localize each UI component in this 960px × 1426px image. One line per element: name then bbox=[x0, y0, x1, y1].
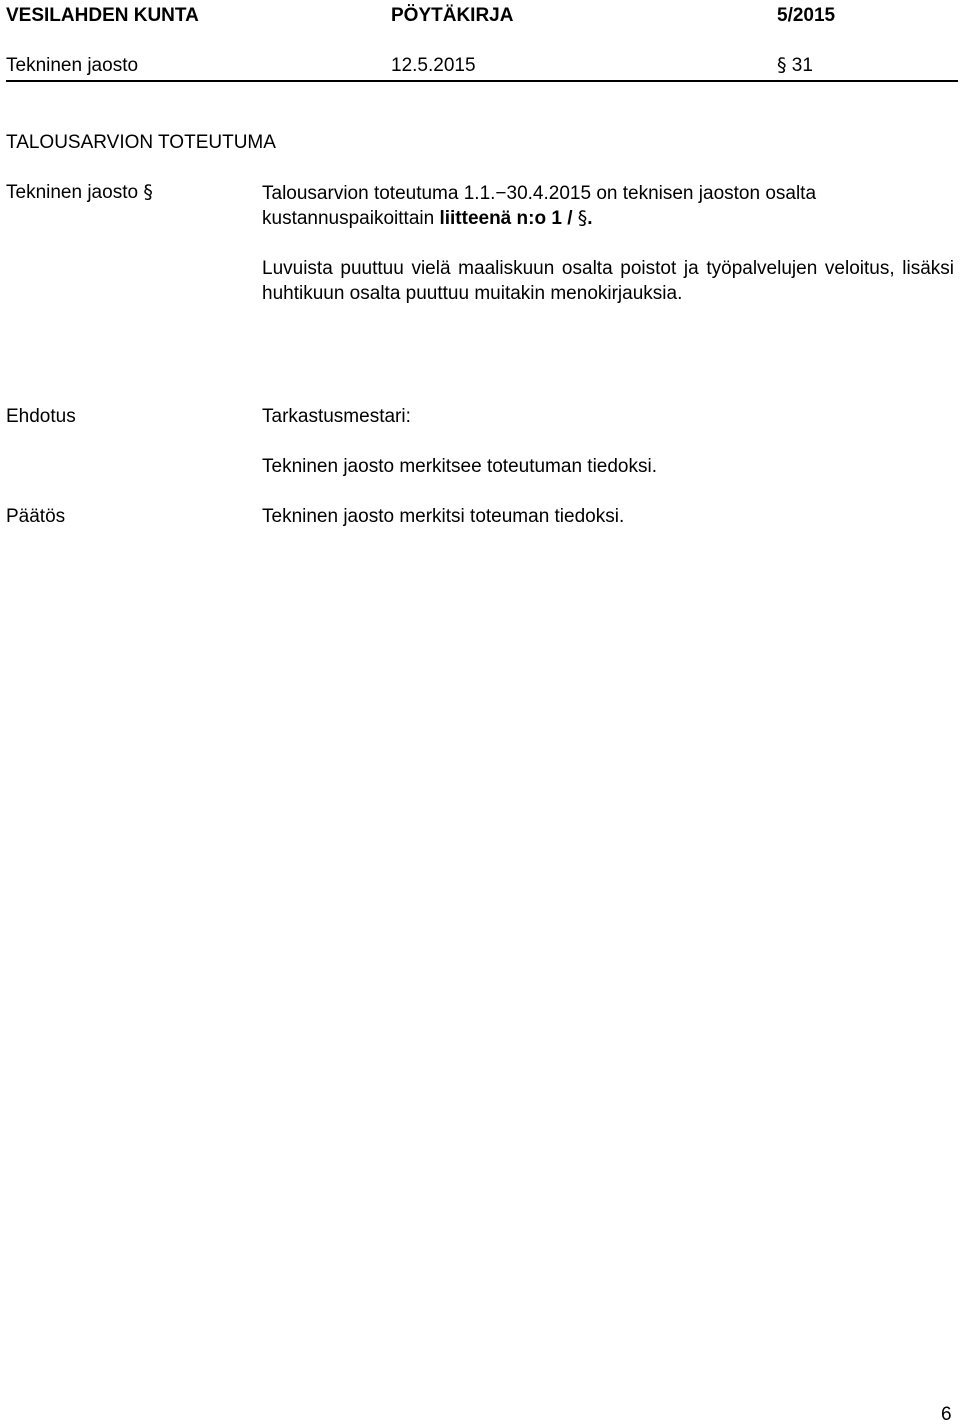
item-paragraph-1 bbox=[262, 181, 954, 231]
header-divider bbox=[6, 80, 958, 82]
organization-name: VESILAHDEN KUNTA bbox=[6, 5, 199, 26]
attachment-section-symbol-icon: § bbox=[577, 207, 588, 229]
preparer-section-symbol-icon: § bbox=[143, 181, 153, 203]
section-reference bbox=[777, 55, 813, 77]
preparer-label bbox=[6, 182, 153, 204]
section-number: 31 bbox=[791, 55, 813, 76]
document-type: PÖYTÄKIRJA bbox=[391, 5, 514, 26]
decision-text: Tekninen jaosto merkitsi toteuman tiedoksi. bbox=[262, 506, 625, 527]
meeting-date: 12.5.2015 bbox=[391, 55, 476, 76]
proposal-presenter: Tarkastusmestari: bbox=[262, 406, 411, 427]
item-title: TALOUSARVION TOTEUTUMA bbox=[6, 132, 276, 153]
item-paragraph-2: Luvuista puuttuu vielä maaliskuun osalta poistot ja työpalvelujen veloitus, lisäksi huhtikuun osalta puuttuu muitakin menokirjauksia. bbox=[262, 258, 954, 304]
paragraph-1-line-2-end: . bbox=[587, 208, 593, 229]
proposal-label: Ehdotus bbox=[6, 406, 76, 427]
paragraph-1-line-2 bbox=[262, 206, 954, 231]
attachment-reference: liitteenä n:o 1 / bbox=[439, 208, 578, 229]
decision-label: Päätös bbox=[6, 506, 66, 527]
body-name: Tekninen jaosto bbox=[6, 55, 139, 76]
preparer-label-text: Tekninen jaosto bbox=[6, 182, 139, 203]
paragraph-1-line-2-prefix: kustannuspaikoittain bbox=[262, 208, 440, 229]
section-symbol-icon: § bbox=[777, 54, 787, 76]
page-number: 6 bbox=[941, 1404, 952, 1425]
paragraph-1-line-1: Talousarvion toteutuma 1.1.−30.4.2015 on teknisen jaoston osalta bbox=[262, 183, 817, 204]
proposal-text: Tekninen jaosto merkitsee toteutuman tiedoksi. bbox=[262, 456, 657, 477]
document-number: 5/2015 bbox=[777, 5, 836, 26]
